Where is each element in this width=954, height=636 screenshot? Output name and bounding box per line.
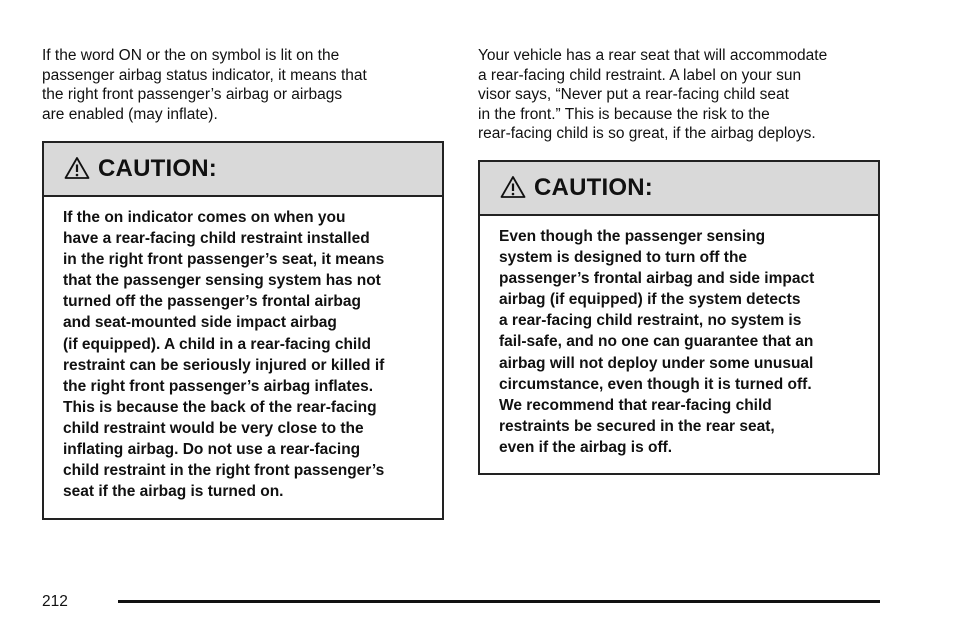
caution-line: airbag (if equipped) if the system detects [499, 291, 801, 309]
left-caution-box [42, 141, 444, 520]
caution-line: turned off the passenger’s frontal airbag [63, 293, 361, 311]
caution-line: even if the airbag is off. [499, 438, 673, 456]
caution-header [480, 162, 878, 216]
caution-line: Even though the passenger sensing [499, 228, 766, 245]
paragraph-line: visor says, “Never put a rear-facing child seat [478, 86, 789, 104]
footer-divider [118, 600, 880, 603]
paragraph-line: If the word ON or the on symbol is lit on the [42, 47, 340, 64]
caution-header [44, 143, 442, 197]
warning-triangle-icon [64, 156, 90, 180]
caution-line: We recommend that rear-facing child [499, 396, 772, 414]
paragraph-line: a rear-facing child restraint. A label on your sun [478, 66, 802, 84]
caution-line: have a rear-facing child restraint installed [63, 230, 370, 248]
caution-body [480, 216, 878, 458]
caution-line: seat if the airbag is turned on. [63, 483, 284, 501]
caution-line: child restraint would be very close to the [63, 419, 364, 437]
caution-line: system is designed to turn off the [499, 249, 748, 267]
caution-line: airbag will not deploy under some unusual [499, 354, 814, 372]
caution-line: and seat-mounted side impact airbag [63, 314, 337, 332]
caution-title: CAUTION: [534, 174, 653, 201]
caution-line: If the on indicator comes on when you [63, 209, 346, 226]
caution-line: restraints be secured in the rear seat, [499, 417, 775, 435]
right-caution-box [478, 160, 880, 475]
caution-title: CAUTION: [98, 155, 217, 182]
paragraph-line: Your vehicle has a rear seat that will accommodate [478, 47, 828, 64]
paragraph-line: passenger airbag status indicator, it means that [42, 66, 367, 84]
paragraph-line: are enabled (may inflate). [42, 105, 218, 123]
page-number: 212 [42, 593, 68, 610]
caution-line: passenger’s frontal airbag and side impact [499, 270, 815, 288]
left-intro-paragraph [42, 46, 442, 124]
caution-line: the right front passenger’s airbag inflates. [63, 377, 374, 395]
caution-line: (if equipped). A child in a rear-facing child [63, 335, 372, 353]
right-intro-paragraph [478, 46, 888, 144]
warning-triangle-icon [500, 175, 526, 199]
caution-line: This is because the back of the rear-facing [63, 398, 377, 416]
caution-line: in the right front passenger’s seat, it means [63, 251, 385, 269]
caution-body [44, 197, 442, 502]
caution-line: circumstance, even though it is turned off. [499, 375, 812, 393]
paragraph-line: rear-facing child is so great, if the airbag deploys. [478, 125, 816, 143]
caution-line: child restraint in the right front passenger’s [63, 462, 385, 480]
caution-line: fail-safe, and no one can guarantee that an [499, 333, 814, 351]
caution-line: that the passenger sensing system has not [63, 272, 381, 290]
caution-line: restraint can be seriously injured or killed if [63, 356, 385, 374]
paragraph-line: the right front passenger’s airbag or airbags [42, 86, 343, 104]
caution-line: inflating airbag. Do not use a rear-facing [63, 441, 361, 459]
caution-line: a rear-facing child restraint, no system is [499, 312, 802, 330]
paragraph-line: in the front.” This is because the risk to the [478, 105, 770, 123]
